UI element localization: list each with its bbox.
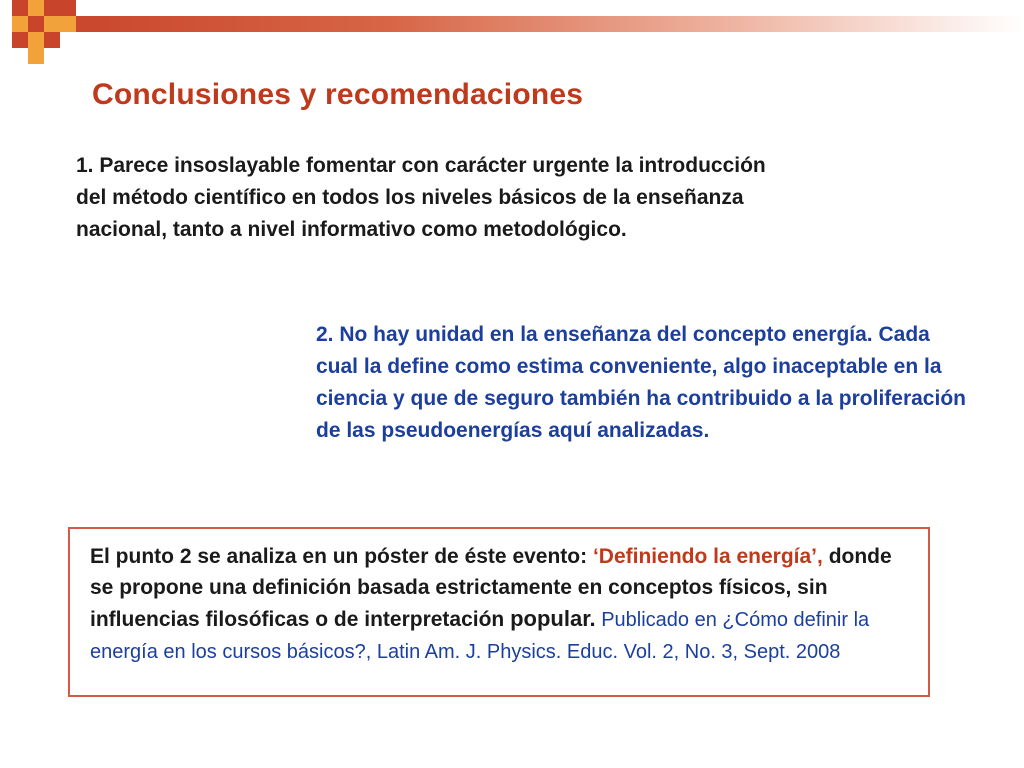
decor-square [28, 48, 44, 64]
decor-square [12, 16, 28, 32]
decor-square [12, 0, 28, 16]
note-emphasis: popular. [510, 606, 596, 631]
poster-note-box [68, 527, 930, 697]
decor-square [44, 32, 60, 48]
decor-square [28, 32, 44, 48]
poster-note-text [90, 541, 920, 668]
decor-square [60, 16, 76, 32]
note-poster-title: ‘Definiendo la energía’, [592, 545, 823, 568]
conclusion-point-2: 2. No hay unidad en la enseñanza del concepto energía. Cada cual la define como estima conveniente, algo inaceptable en la ciencia y que de seguro también ha contribuido a la proliferación de las pseudoenergías aquí analizadas. [316, 323, 966, 442]
decor-square [28, 16, 44, 32]
note-body: donde se propone una definición basada estrictamente en conceptos físicos, sin influencias filosóficas o de interpretación [90, 545, 892, 631]
decor-square [44, 16, 60, 32]
conclusion-point-1: 1. Parece insoslayable fomentar con carácter urgente la introducción del método científico en todos los niveles básicos de la enseñanza nacional, tanto a nivel informativo como metodológico. [76, 154, 766, 241]
decor-square [28, 0, 44, 16]
decor-square [12, 32, 28, 48]
header-gradient-bar [44, 16, 1024, 32]
note-intro: El punto 2 se analiza en un póster de éste evento: [90, 545, 593, 568]
decor-square [60, 0, 76, 16]
slide-title: Conclusiones y recomendaciones [92, 78, 584, 111]
decor-square [44, 0, 60, 16]
note-reference: Publicado en ¿Cómo definir la energía en los cursos básicos?, Latin Am. J. Physics. Educ. Vol. 2, No. 3, Sept. 2008 [90, 609, 870, 663]
